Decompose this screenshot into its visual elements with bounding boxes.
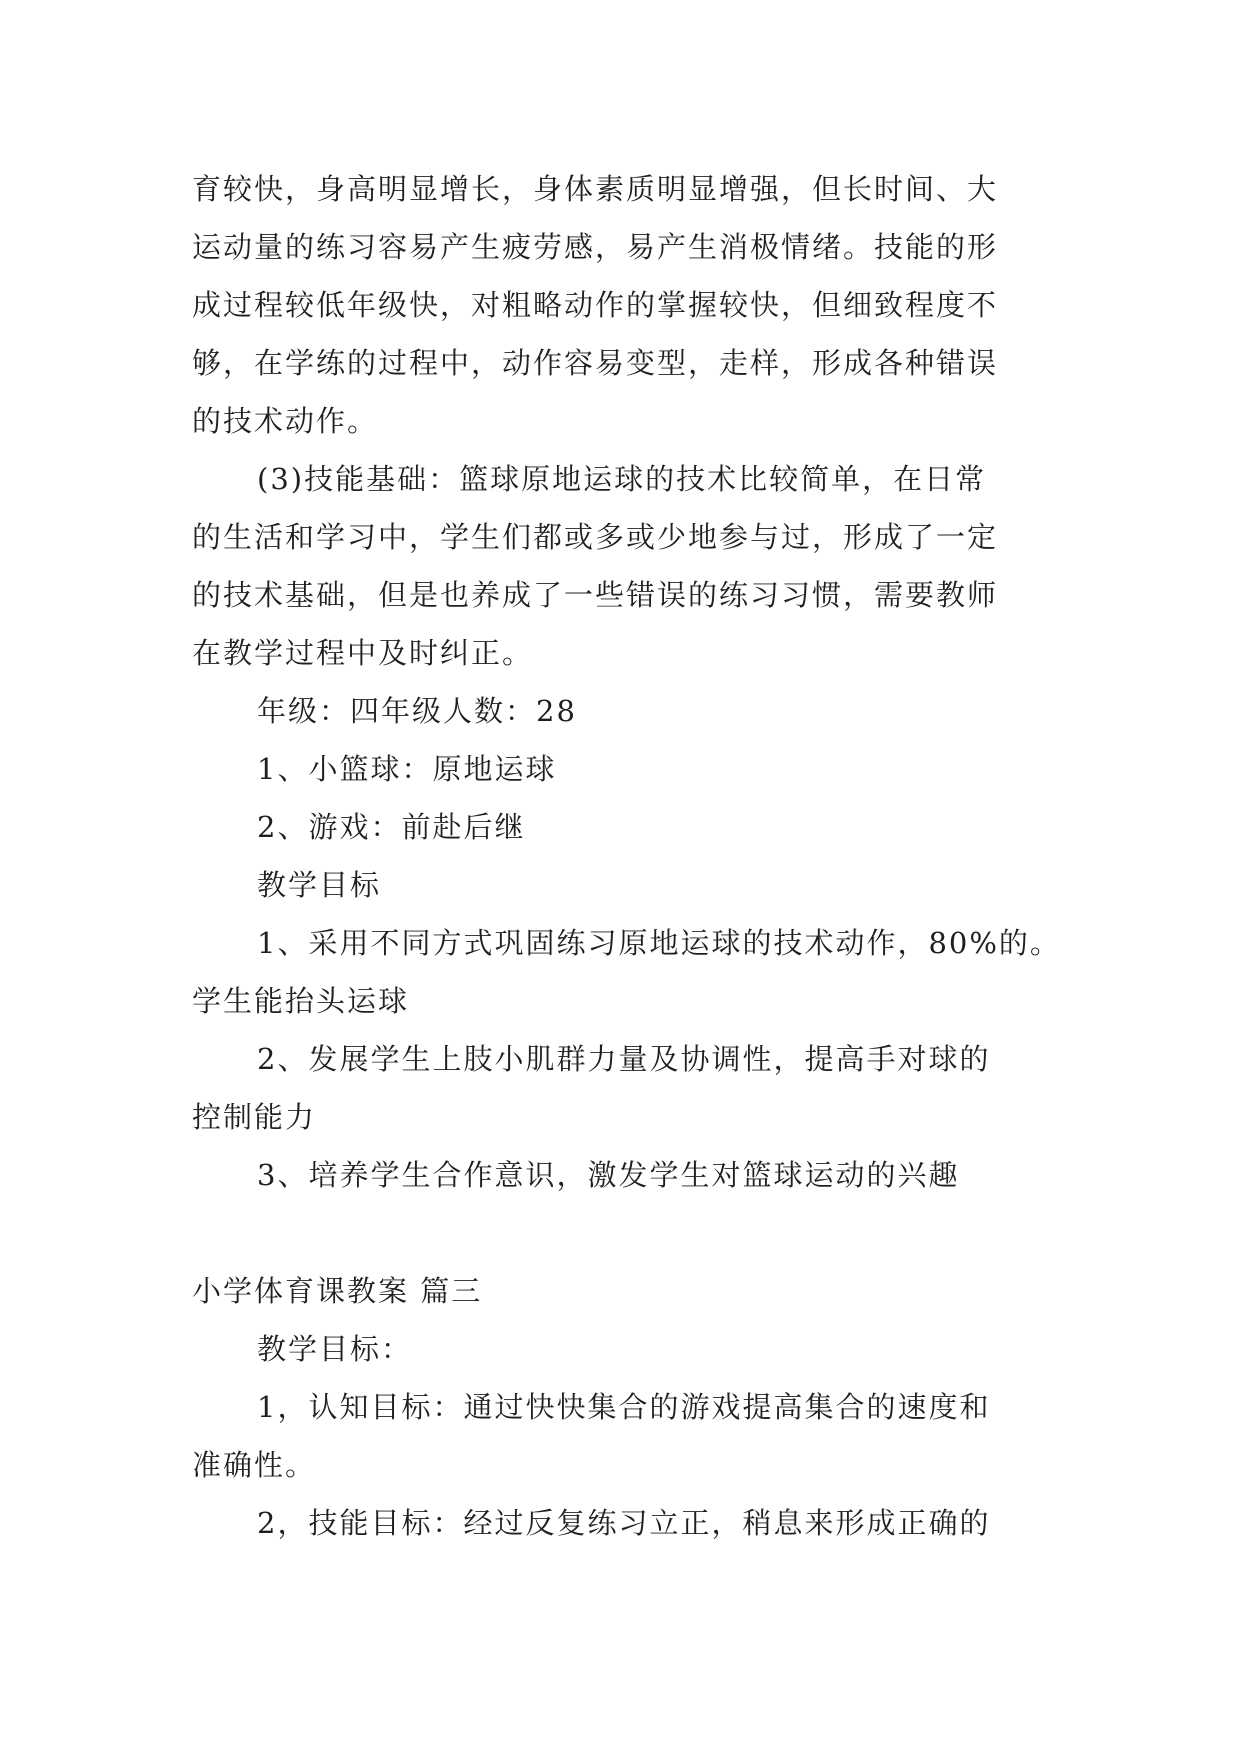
objective-line: 控制能力 [192,1100,317,1134]
paragraph-line: 在教学过程中及时纠正。 [192,636,534,670]
paragraph-line: 成过程较低年级快，对粗略动作的掌握较快，但细致程度不 [192,288,999,322]
list-item: 2、游戏：前赴后继 [257,810,526,844]
section-heading: 教学目标： [257,1332,413,1366]
paragraph-line: (3)技能基础：篮球原地运球的技术比较简单，在日常 [257,462,987,496]
paragraph-line: 的生活和学习中，学生们都或多或少地参与过，形成了一定 [192,520,999,554]
paragraph-line: 的技术动作。 [192,404,379,438]
objective-line: 学生能抬头运球 [192,984,410,1018]
objective-line: 2，技能目标：经过反复练习立正，稍息来形成正确的 [257,1506,991,1540]
paragraph-line: 育较快，身高明显增长，身体素质明显增强，但长时间、大 [192,172,999,206]
section-heading: 教学目标 [257,868,382,902]
paragraph-line: 运动量的练习容易产生疲劳感，易产生消极情绪。技能的形 [192,230,999,264]
lesson-plan-title: 小学体育课教案 篇三 [192,1274,483,1308]
objective-line: 2、发展学生上肢小肌群力量及协调性，提高手对球的 [257,1042,991,1076]
objective-line: 3、培养学生合作意识，激发学生对篮球运动的兴趣 [257,1158,960,1192]
paragraph-gap [192,1204,1052,1262]
objective-line: 1、采用不同方式巩固练习原地运球的技术动作，80%的。 [257,926,1061,960]
paragraph-line: 够，在学练的过程中，动作容易变型，走样，形成各种错误 [192,346,999,380]
grade-info-line: 年级：四年级人数：28 [257,694,577,728]
objective-line: 1，认知目标：通过快快集合的游戏提高集合的速度和 [257,1390,991,1424]
paragraph-line: 的技术基础，但是也养成了一些错误的练习习惯，需要教师 [192,578,999,612]
document-body [192,160,1061,1552]
list-item: 1、小篮球：原地运球 [257,752,557,786]
objective-line: 准确性。 [192,1448,317,1482]
